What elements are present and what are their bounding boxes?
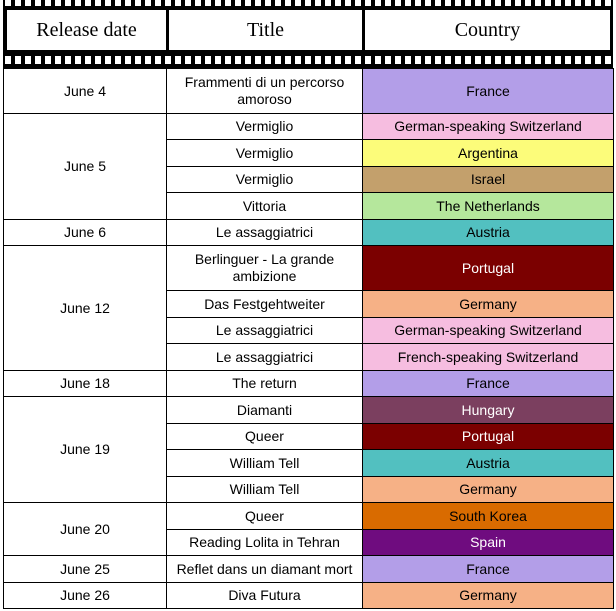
country-cell: Portugal — [363, 246, 614, 291]
release-table — [3, 68, 614, 609]
country-cell: German-speaking Switzerland — [363, 114, 614, 140]
release-date-cell: June 12 — [4, 246, 167, 371]
table-row — [4, 69, 614, 114]
table-row — [4, 397, 614, 424]
title-cell: Diamanti — [167, 397, 363, 424]
country-cell: France — [363, 556, 614, 583]
table-row — [4, 220, 614, 246]
title-cell: Berlinguer - La grande ambizione — [167, 246, 363, 291]
country-cell: Germany — [363, 477, 614, 503]
release-schedule — [3, 0, 613, 609]
release-date-cell: June 4 — [4, 69, 167, 114]
country-cell: France — [363, 371, 614, 397]
header-country: Country — [365, 10, 610, 50]
country-cell: Argentina — [363, 140, 614, 167]
country-cell: France — [363, 69, 614, 114]
country-cell: Austria — [363, 220, 614, 246]
header-title: Title — [169, 10, 362, 50]
table-row — [4, 556, 614, 583]
country-cell: Germany — [363, 583, 614, 609]
title-cell: William Tell — [167, 450, 363, 477]
title-cell: Queer — [167, 503, 363, 530]
film-perforation-top — [3, 0, 613, 6]
release-date-cell: June 5 — [4, 114, 167, 220]
title-cell: Vittoria — [167, 193, 363, 220]
film-strip-header — [3, 0, 613, 68]
country-cell: Spain — [363, 530, 614, 556]
table-row — [4, 503, 614, 530]
title-cell: The return — [167, 371, 363, 397]
release-date-cell: June 19 — [4, 397, 167, 503]
country-cell: Portugal — [363, 424, 614, 450]
title-cell: Das Festgehtweiter — [167, 291, 363, 318]
release-table-body — [4, 69, 614, 609]
release-date-cell: June 20 — [4, 503, 167, 556]
title-cell: William Tell — [167, 477, 363, 503]
release-date-cell: June 26 — [4, 583, 167, 609]
title-cell: Frammenti di un percorso amoroso — [167, 69, 363, 114]
title-cell: Vermiglio — [167, 114, 363, 140]
country-cell: South Korea — [363, 503, 614, 530]
country-cell: German-speaking Switzerland — [363, 318, 614, 344]
release-date-cell: June 6 — [4, 220, 167, 246]
release-date-cell: June 25 — [4, 556, 167, 583]
title-cell: Reading Lolita in Tehran — [167, 530, 363, 556]
table-row — [4, 371, 614, 397]
release-date-cell: June 18 — [4, 371, 167, 397]
title-cell: Queer — [167, 424, 363, 450]
title-cell: Le assaggiatrici — [167, 318, 363, 344]
country-cell: Austria — [363, 450, 614, 477]
film-perforation-bottom — [3, 56, 613, 64]
country-cell: French-speaking Switzerland — [363, 344, 614, 371]
country-cell: The Netherlands — [363, 193, 614, 220]
country-cell: Hungary — [363, 397, 614, 424]
country-cell: Germany — [363, 291, 614, 318]
country-cell: Israel — [363, 167, 614, 193]
table-row — [4, 583, 614, 609]
header-release-date: Release date — [7, 10, 166, 50]
title-cell: Vermiglio — [167, 140, 363, 167]
title-cell: Reflet dans un diamant mort — [167, 556, 363, 583]
title-cell: Le assaggiatrici — [167, 220, 363, 246]
table-row — [4, 114, 614, 140]
title-cell: Le assaggiatrici — [167, 344, 363, 371]
table-row — [4, 246, 614, 291]
title-cell: Vermiglio — [167, 167, 363, 193]
title-cell: Diva Futura — [167, 583, 363, 609]
